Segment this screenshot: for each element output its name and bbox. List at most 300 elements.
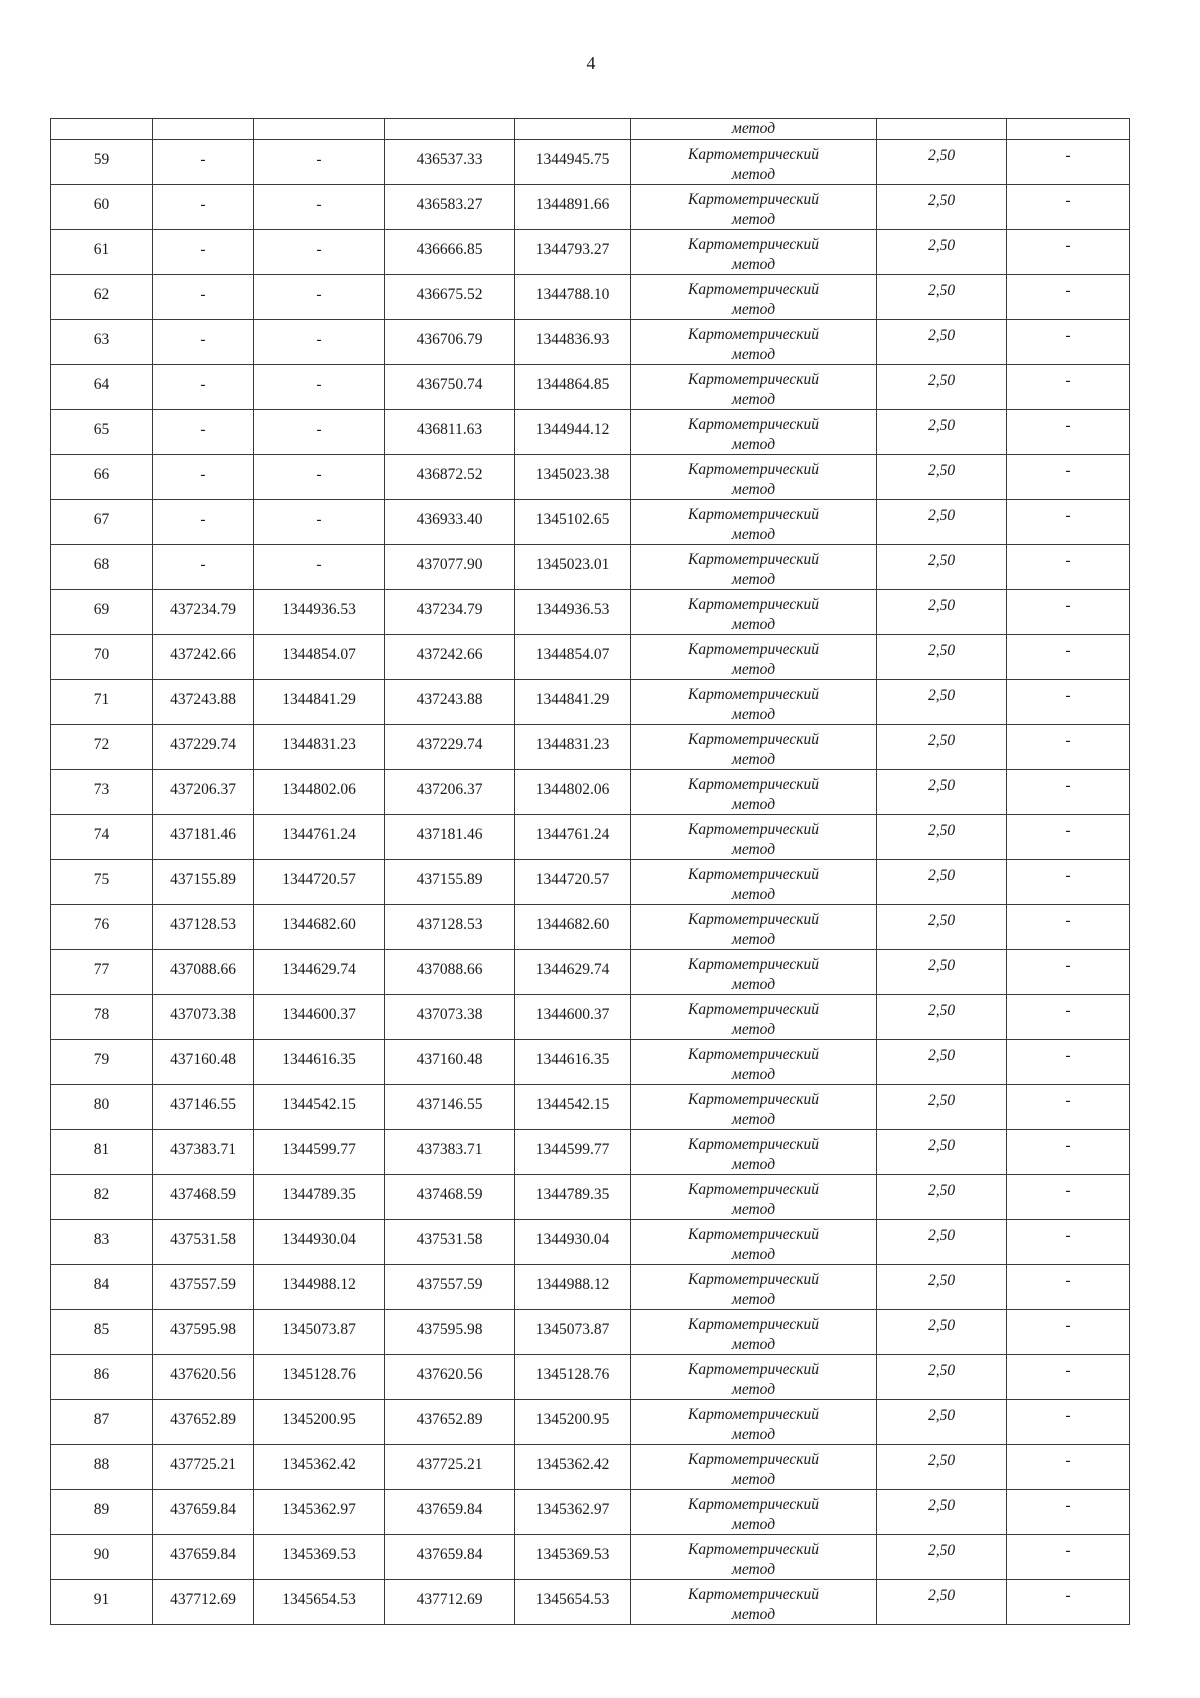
cell-description [1007,455,1130,500]
description-value: - [1065,1452,1071,1469]
method-line-2: метод [731,1021,776,1038]
accuracy-value: 2,50 [927,642,956,659]
method-line-2: метод [731,841,776,858]
cell-method [631,590,877,635]
cell-number [51,365,153,410]
y-old-value: 1344936.53 [282,601,356,618]
cell-accuracy [877,1220,1007,1265]
accuracy-value: 2,50 [927,372,956,389]
cell-method [631,815,877,860]
table-row [51,1400,1130,1445]
cell-y-new [515,140,631,185]
cell-number [51,320,153,365]
cell-y-old [254,410,385,455]
cell-method [631,230,877,275]
cell-number [51,1355,153,1400]
y-new-value: 1345200.95 [535,1411,610,1428]
method-line-2: метод [731,1111,776,1128]
x-old-value: 437242.66 [170,646,236,663]
cell-accuracy [877,950,1007,995]
method-line-2: метод [731,346,776,363]
method-line-1: Картометрический [688,1271,819,1288]
x-new-value: 436872.52 [416,466,483,483]
cell-x-new [385,905,515,950]
cell-x-old [153,1400,254,1445]
table-row [51,815,1130,860]
cell-description [1007,1535,1130,1580]
table-row [51,455,1130,500]
y-new-value: 1344988.12 [535,1276,610,1293]
cell-accuracy [877,140,1007,185]
coordinates-table [50,118,1130,1625]
cell-description [1007,1130,1130,1175]
cell-accuracy [877,770,1007,815]
table-row [51,1085,1130,1130]
cell-y-old [254,1355,385,1400]
cell-method [631,1040,877,1085]
cell-x-old [153,1220,254,1265]
cell-number [51,275,153,320]
cell-method [631,725,877,770]
point-number: 82 [93,1186,110,1203]
cell-accuracy [877,410,1007,455]
x-old-value: - [200,331,206,348]
description-value: - [1065,1542,1071,1559]
cell-x-old [153,1490,254,1535]
x-old-value: 437659.84 [170,1501,236,1518]
x-old-value: 437073.38 [170,1006,236,1023]
cell-description [1007,185,1130,230]
coordinates-table-body [51,119,1130,1625]
table-row [51,275,1130,320]
method-line-2: метод [731,1426,776,1443]
y-old-value: 1344616.35 [282,1051,356,1068]
description-value: - [1065,147,1071,164]
description-value: - [1065,1182,1071,1199]
description-value: - [1065,1002,1071,1019]
cell-accuracy [877,1310,1007,1355]
x-old-value: - [200,466,206,483]
table-row [51,1310,1130,1355]
accuracy-value: 2,50 [927,1542,956,1559]
x-old-value: 437652.89 [170,1411,236,1428]
y-old-value: - [316,286,322,303]
cell-accuracy [877,1490,1007,1535]
method-line-1: Картометрический [688,911,819,928]
cell-accuracy [877,590,1007,635]
y-new-value: 1344789.35 [535,1186,610,1203]
cell-accuracy [877,860,1007,905]
cell-description [1007,1175,1130,1220]
x-new-value: 437128.53 [416,916,483,933]
cell-x-old [153,410,254,455]
cell-description [1007,725,1130,770]
cell-number [51,1445,153,1490]
method-line-2: метод [731,391,776,408]
x-new-value: 437468.59 [416,1186,483,1203]
method-line-1: Картометрический [688,1541,819,1558]
point-number: 66 [93,466,110,483]
cell-y-new [515,320,631,365]
y-new-value: 1344936.53 [535,601,610,618]
accuracy-value: 2,50 [927,192,956,209]
description-value: - [1065,237,1071,254]
y-new-value: 1344616.35 [535,1051,610,1068]
cell-description [1007,1355,1130,1400]
accuracy-value: 2,50 [927,732,956,749]
cell-number [51,1310,153,1355]
point-number: 85 [93,1321,110,1338]
cell-y-new [515,230,631,275]
cell-x-old [153,905,254,950]
cell-x-old [153,545,254,590]
description-value: - [1065,1227,1071,1244]
y-new-value: 1345023.38 [535,466,610,483]
cell-method [631,1535,877,1580]
cell-number [51,140,153,185]
cell-number [51,815,153,860]
method-line-2: метод [731,706,776,723]
cell-accuracy [877,725,1007,770]
method-line-2: метод [731,166,776,183]
cell-method [631,1580,877,1625]
accuracy-value: 2,50 [927,1362,956,1379]
accuracy-value: 2,50 [927,147,956,164]
method-line-2: метод [731,976,776,993]
point-number: 87 [93,1411,110,1428]
x-old-value: 437234.79 [170,601,236,618]
y-new-value: 1345369.53 [535,1546,610,1563]
cell-description [1007,770,1130,815]
y-new-value: 1344945.75 [535,151,610,168]
cell-accuracy [877,230,1007,275]
method-line-2: метод [731,1471,776,1488]
cell-x-old [153,950,254,995]
cell-accuracy [877,1400,1007,1445]
x-new-value: 437557.59 [416,1276,483,1293]
y-old-value: 1344988.12 [282,1276,356,1293]
table-row [51,1355,1130,1400]
cell-number [51,1175,153,1220]
y-new-value: 1344864.85 [535,376,610,393]
x-new-value: 437077.90 [416,556,483,573]
cell-y-new [515,500,631,545]
y-old-value: - [316,511,322,528]
cell-x-old [153,320,254,365]
point-number: 64 [93,376,110,393]
table-row [51,545,1130,590]
point-number: 90 [93,1546,110,1563]
cell-y-new [515,185,631,230]
cell-x-new [385,950,515,995]
cell-y-new [515,1220,631,1265]
point-number: 60 [93,196,110,213]
accuracy-value: 2,50 [927,327,956,344]
cell-method [631,140,877,185]
y-new-value: 1344720.57 [535,871,610,888]
method-line-1: Картометрический [688,281,819,298]
accuracy-value: 2,50 [927,237,956,254]
cell-y-new [515,365,631,410]
description-value: - [1065,687,1071,704]
cell-number [51,770,153,815]
cell-accuracy [877,1445,1007,1490]
point-number: 86 [93,1366,110,1383]
method-line-2: метод [731,1201,776,1218]
cell-number [51,905,153,950]
cell-description [1007,1490,1130,1535]
table-row [51,1175,1130,1220]
y-old-value: 1345369.53 [282,1546,356,1563]
cell-y-new [515,860,631,905]
x-new-value: 436750.74 [416,376,483,393]
y-old-value: - [316,421,322,438]
cell-y-old [254,230,385,275]
method-line-1: Картометрический [688,821,819,838]
cell-y-old [254,770,385,815]
cell-y-new [515,950,631,995]
cell-x-new [385,140,515,185]
point-number: 91 [93,1591,110,1608]
cell-number [51,119,153,140]
description-value: - [1065,957,1071,974]
y-new-value: 1345362.42 [535,1456,610,1473]
cell-x-new [385,770,515,815]
accuracy-value: 2,50 [927,1137,956,1154]
point-number: 68 [93,556,110,573]
accuracy-value: 2,50 [927,1182,956,1199]
cell-y-old [254,275,385,320]
cell-accuracy [877,680,1007,725]
y-old-value: - [316,376,322,393]
cell-number [51,860,153,905]
cell-description [1007,119,1130,140]
point-number: 72 [93,736,110,753]
cell-accuracy [877,1535,1007,1580]
y-old-value: 1345128.76 [282,1366,356,1383]
cell-method [631,950,877,995]
point-number: 63 [93,331,110,348]
cell-accuracy [877,185,1007,230]
method-line-1: Картометрический [688,956,819,973]
cell-accuracy [877,815,1007,860]
y-old-value: 1344802.06 [282,781,356,798]
cell-x-old [153,230,254,275]
cell-accuracy [877,1085,1007,1130]
y-new-value: 1345073.87 [535,1321,610,1338]
cell-accuracy [877,905,1007,950]
cell-x-old [153,1310,254,1355]
cell-number [51,590,153,635]
cell-accuracy [877,365,1007,410]
cell-description [1007,1400,1130,1445]
cell-method [631,905,877,950]
cell-accuracy [877,1265,1007,1310]
cell-y-new [515,815,631,860]
cell-description [1007,1580,1130,1625]
method-line-2: метод [731,1381,776,1398]
cell-y-new [515,1130,631,1175]
method-line-2: метод [731,1066,776,1083]
cell-x-new [385,815,515,860]
cell-description [1007,545,1130,590]
cell-y-old [254,1310,385,1355]
cell-y-old [254,119,385,140]
cell-accuracy [877,545,1007,590]
table-row [51,320,1130,365]
y-new-value: 1344788.10 [535,286,610,303]
table-row [51,1040,1130,1085]
cell-y-old [254,905,385,950]
y-old-value: 1344854.07 [282,646,356,663]
cell-method [631,1085,877,1130]
description-value: - [1065,1407,1071,1424]
cell-x-new [385,1265,515,1310]
cell-y-old [254,860,385,905]
point-number: 73 [93,781,110,798]
cell-x-new [385,320,515,365]
accuracy-value: 2,50 [927,597,956,614]
cell-accuracy [877,1175,1007,1220]
cell-y-new [515,1265,631,1310]
cell-y-old [254,1535,385,1580]
table-row [51,770,1130,815]
table-row [51,1130,1130,1175]
cell-x-new [385,1355,515,1400]
x-old-value: 437146.55 [170,1096,236,1113]
description-value: - [1065,1497,1071,1514]
cell-x-old [153,119,254,140]
cell-number [51,1580,153,1625]
cell-description [1007,860,1130,905]
cell-number [51,1490,153,1535]
cell-x-old [153,185,254,230]
cell-x-new [385,1535,515,1580]
x-old-value: 437595.98 [170,1321,236,1338]
cell-y-old [254,1445,385,1490]
cell-x-new [385,995,515,1040]
cell-method [631,1355,877,1400]
method-line-2: метод [731,526,776,543]
cell-x-new [385,635,515,680]
x-new-value: 437155.89 [416,871,483,888]
method-line-1: Картометрический [688,1406,819,1423]
y-new-value: 1344802.06 [535,781,610,798]
cell-number [51,725,153,770]
point-number: 62 [93,286,110,303]
cell-y-old [254,1490,385,1535]
accuracy-value: 2,50 [927,822,956,839]
cell-x-new [385,860,515,905]
x-new-value: 437531.58 [416,1231,483,1248]
accuracy-value: 2,50 [927,1407,956,1424]
cell-x-new [385,1085,515,1130]
description-value: - [1065,1137,1071,1154]
point-number: 65 [93,421,110,438]
x-new-value: 437242.66 [416,646,483,663]
cell-x-new [385,119,515,140]
x-old-value: 437712.69 [170,1591,236,1608]
y-new-value: 1344930.04 [535,1231,610,1248]
method-line-1: Картометрический [688,1226,819,1243]
cell-description [1007,140,1130,185]
cell-x-new [385,1580,515,1625]
cell-method [631,1265,877,1310]
cell-y-new [515,725,631,770]
x-new-value: 437243.88 [416,691,483,708]
cell-x-new [385,500,515,545]
description-value: - [1065,1317,1071,1334]
cell-y-new [515,1355,631,1400]
table-row [51,1490,1130,1535]
method-line-2: метод [731,1246,776,1263]
cell-method [631,1400,877,1445]
cell-x-old [153,1535,254,1580]
method-line-1: Картометрический [688,1046,819,1063]
page-number: 4 [586,53,596,73]
cell-method: метод [631,119,877,140]
cell-y-old [254,635,385,680]
x-new-value: 436583.27 [416,196,483,213]
x-new-value: 437712.69 [416,1591,483,1608]
cell-x-old [153,500,254,545]
table-row [51,950,1130,995]
cell-number [51,1265,153,1310]
cell-description [1007,590,1130,635]
description-value: - [1065,912,1071,929]
cell-y-new [515,1400,631,1445]
method-line-1: Картометрический [688,686,819,703]
point-number: 61 [93,241,110,258]
y-old-value: 1344542.15 [282,1096,356,1113]
y-old-value: 1345654.53 [282,1591,356,1608]
cell-x-new [385,1490,515,1535]
cell-x-old [153,860,254,905]
x-new-value: 437160.48 [416,1051,483,1068]
x-old-value: - [200,376,206,393]
accuracy-value: 2,50 [927,1317,956,1334]
cell-x-new [385,1040,515,1085]
cell-x-new [385,455,515,500]
table-row [51,1580,1130,1625]
y-new-value: 1344542.15 [535,1096,610,1113]
method-line-1: Картометрический [688,1316,819,1333]
x-new-value: 436706.79 [416,331,483,348]
cell-number [51,1130,153,1175]
cell-y-new [515,905,631,950]
method-line-1: Картометрический [688,371,819,388]
cell-accuracy [877,635,1007,680]
cell-method [631,1220,877,1265]
point-number: 77 [93,961,110,978]
table-row [51,1535,1130,1580]
cell-number [51,1085,153,1130]
cell-description [1007,230,1130,275]
cell-accuracy [877,119,1007,140]
cell-y-new [515,1580,631,1625]
description-value: - [1065,1092,1071,1109]
y-new-value: 1344793.27 [535,241,610,258]
table-row [51,860,1130,905]
x-old-value: - [200,286,206,303]
cell-y-new [515,455,631,500]
y-old-value: - [316,466,322,483]
method-line-2: метод [731,1336,776,1353]
x-old-value: - [200,196,206,213]
cell-x-old [153,635,254,680]
y-old-value: 1345362.42 [282,1456,356,1473]
cell-x-old [153,590,254,635]
